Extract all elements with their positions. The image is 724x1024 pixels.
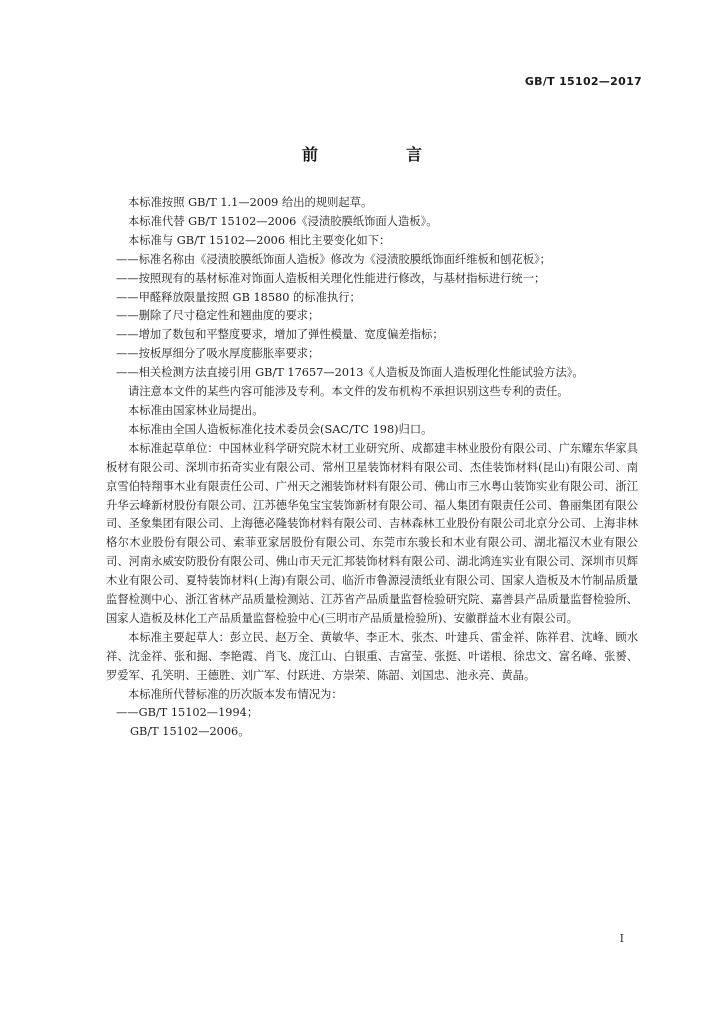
change-item: ——标准名称由《浸渍胶膜纸饰面人造板》修改为《浸渍胶膜纸饰面纤维板和刨花板》； (116, 252, 551, 266)
paragraph-replaces: 本标准代替 GB/T 15102—2006《浸渍胶膜纸饰面人造板》。 (128, 214, 438, 228)
history-item: ——GB/T 15102—1994； (116, 706, 259, 720)
document-body (106, 194, 638, 742)
paragraph-drafters: 本标准主要起草人：彭立民、赵万全、黄敏华、李正木、张杰、叶建兵、雷金祥、陈祥君、沈峰、顾水祥、沈金祥、张和掘、李艳霞、肖飞、庞江山、白银重、吉富莹、张挺、叶诺根、徐忠文、富名峰、张赟、罗爱军、孔笑明、王德胜、刘广军、付跃进、方崇荣、陈韶、刘国忠、池永亮、黄晶。 (106, 630, 638, 682)
page-title: 前 言 (301, 145, 458, 164)
paragraph-history-intro: 本标准所代替标准的历次版本发布情况为： (128, 687, 343, 701)
page-number: I (619, 932, 624, 945)
standard-code: GB/T 15102—2017 (524, 75, 642, 88)
paragraph-drafting-rules: 本标准按照 GB/T 1.1—2009 给出的规则起草。 (128, 196, 373, 209)
paragraph-changes-intro: 本标准与 GB/T 15102—2006 相比主要变化如下： (128, 233, 391, 247)
paragraph-technical-committee: 本标准由全国人造板标准化技术委员会(SAC/TC 198)归口。 (128, 422, 433, 436)
change-item: ——删除了尺寸稳定性和翘曲度的要求； (116, 309, 320, 323)
paragraph-patent-notice: 请注意本文件的某些内容可能涉及专利。本文件的发布机构不承担识别这些专利的责任。 (128, 385, 569, 399)
change-item: ——按照现有的基材标准对饰面人造板相关理化性能进行修改，与基材指标进行统一； (116, 271, 546, 285)
change-item: ——增加了数包和平整度要求，增加了弹性模量、宽度偏差指标； (116, 328, 444, 342)
history-item: GB/T 15102—2006。 (130, 725, 250, 739)
paragraph-drafting-units: 本标准起草单位：中国林业科学研究院木材工业研究所、成都建丰林业股份有限公司、广东耀东华家具板材有限公司、深圳市拓奇实业有限公司、常州卫星装饰材料有限公司、杰佳装饰材料(昆山)有限公司、南京雪伯特翔事木业有限责任公司、广州天之湘装饰材料有限公司、佛山市三水粤山装饰实业有限公司、浙江升华云峰新材股份有限公司、江苏德华兔宝宝装饰新材有限公司、福人集团有限责任公司、鲁丽集团有限公司、圣象集团有限公司、上海德必隆装饰材料有限公司、吉林森林工业股份有限公司北京分公司、上海非林格尔木业股份有限公司、索菲亚家居股份有限公司、东莞市东骏长和木业有限公司、湖北福汉木业有限公司、河南永威安防股份有限公司、佛山市天元汇邦装饰材料有限公司、湖北鸿连实业有限公司、深圳市贝辉木业有限公司、夏特装饰材料(上海)有限公司、临沂市鲁源浸渍纸业有限公司、国家人造板及木竹制品质量监督检测中心、浙江省林产品质量检测站、江苏省产品质量监督检验研究院、嘉善县产品质量监督检验所、国家人造板及林化工产品质量监督检验中心(三明市产品质量检验所)、安徽群益木业有限公司。 (106, 441, 638, 625)
change-item: ——甲醛释放限量按照 GB 18580 的标准执行； (116, 290, 361, 304)
change-item: ——按板厚细分了吸水厚度膨胀率要求； (116, 347, 320, 361)
change-item: ——相关检测方法直接引用 GB/T 17657—2013《人造板及饰面人造板理化性能试验方法》。 (116, 366, 584, 380)
paragraph-proposed-by: 本标准由国家林业局提出。 (128, 403, 264, 417)
